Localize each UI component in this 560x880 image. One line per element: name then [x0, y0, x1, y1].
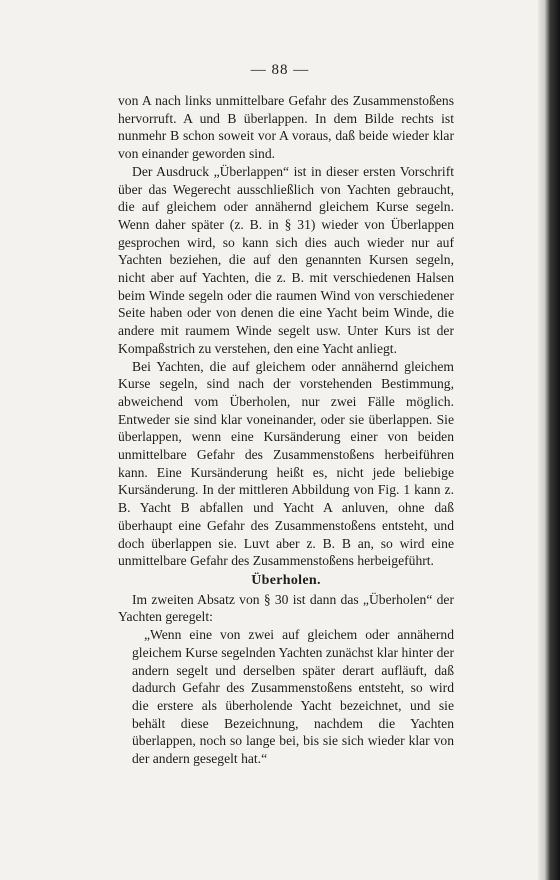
paragraph-1: von A nach links unmittelbare Gefahr des Zusammenstoßens hervorruft. A und B überlappen. In dem Bilde rechts ist nunmehr B schon soweit vor A voraus, daß beide wieder klar von einander geworden sind. — [118, 93, 454, 162]
paragraph-4: Im zweiten Absatz von § 30 ist dann das „Überholen“ der Yachten geregelt: — [118, 591, 454, 625]
page-edge-shadow — [538, 0, 560, 880]
paragraph-2: Der Ausdruck „Überlappen“ ist in dieser ersten Vorschrift über das Wegerecht ausschließlich von Yachten gebraucht, die auf gleichem oder annähernd gleichem Kurse segeln. Wenn daher später (z. B. in § 31) wieder von Überlappen gesprochen wird, so kann sich dies auch wieder nur auf Yachten beziehen, die auf den genannten Kursen segeln, nicht aber auf Yachten, die z. B. mit verschiedenen Halsen beim Winde segeln oder die raumen Wind von verschiedener Seite haben oder von denen die eine Yacht beim Winde, die andere mit raumem Winde segelt usw. Unter Kurs ist der Kompaßstrich zu verstehen, den eine Yacht anliegt. — [118, 163, 454, 356]
section-heading: Überholen. — [251, 572, 321, 588]
quote-text: „Wenn eine von zwei auf gleichem oder annähernd gleichem Kurse segelnden Yachten zunächst klar hinter der andern segelt und derselben später derart aufläuft, daß dadurch Gefahr des Zusammenstoßens entsteht, so wird die erstere als überholende Yacht bezeichnet, und sie behält diese Bezeichnung, nachdem die Yachten überlappen, noch so lange bei, bis sie sich wieder klar von der andern gesegelt hat.“ — [132, 627, 454, 767]
page-number: — 88 — — [250, 62, 310, 78]
page-body — [118, 92, 454, 768]
paragraph-3: Bei Yachten, die auf gleichem oder annähernd gleichem Kurse segeln, sind nach der vorstehenden Bestimmung, abweichend vom Überholen, nur zwei Fälle möglich. Entweder sie sind klar voneinander, oder sie überlappen. Sie überlappen, wenn eine Kursänderung einer von beiden unmittelbare Gefahr des Zusammenstoßens herbeiführen kann. Eine Kursänderung heißt es, nicht jede beliebige Kursänderung. In der mittleren Abbildung von Fig. 1 kann z. B. Yacht B abfallen und Yacht A anluven, ohne daß überhaupt eine Gefahr des Zusammenstoßens entsteht, und doch überlappen sie. Luvt aber z. B. B an, so wird eine unmittelbare Gefahr des Zusammenstoßens herbeigeführt. — [118, 358, 454, 569]
block-quote — [118, 626, 454, 768]
